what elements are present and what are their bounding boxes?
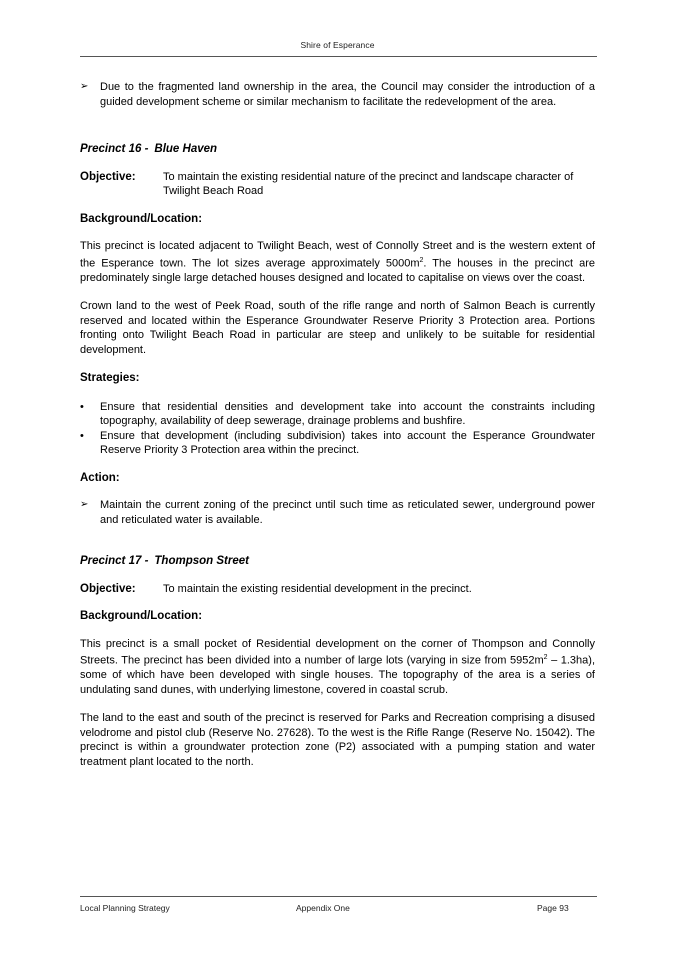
action-heading: Action: — [80, 471, 120, 484]
page-body — [80, 80, 595, 769]
background-heading: Background/Location: — [80, 212, 203, 225]
precinct-17-objective — [80, 582, 595, 597]
strategy-item — [80, 429, 595, 458]
precinct-16-objective — [80, 170, 595, 199]
precinct-17-number: Precinct 17 - — [80, 555, 149, 568]
footer-section: Appendix One — [296, 903, 350, 913]
objective-label: Objective: — [80, 170, 136, 183]
precinct-17-heading — [80, 554, 595, 569]
footer-document-title: Local Planning Strategy — [80, 903, 170, 913]
bullet-icon: • — [80, 400, 84, 413]
background-heading: Background/Location: — [80, 610, 203, 623]
strategies-heading: Strategies: — [80, 372, 140, 385]
background-paragraph-1: This precinct is a small pocket of Residential development on the corner of Thompson and Connolly Streets. The precinct has been divided into a number of large lots (varying in size from $5952m^2 - 1.3ha$), some of which have been developed with single houses. The topography of the area is a series of undulating sand dunes, with underlying limestone, covered in coastal scrub. — [80, 637, 596, 696]
objective-label: Objective: — [80, 582, 136, 595]
bullet-icon: • — [80, 429, 84, 442]
strategy-item — [80, 400, 595, 429]
strategy-text: Ensure that residential densities and development take into account the constraints including topography, availability of deep sewerage, drainage problems and bushfire. — [100, 400, 595, 428]
strategy-text: Ensure that development (including subdivision) takes into account the Esperance Groundwater Reserve Priority 3 Protection area within the precinct. — [100, 429, 595, 457]
background-paragraph-2: The land to the east and south of the precinct is reserved for Parks and Recreation comprising a disused velodrome and pistol club (Reserve No. 27628). To the west is the Rifle Range (Reserve No. 15042). The precinct is within a groundwater protection zone (P2) associated with a pumping station and water treatment plant located to the north. — [80, 712, 595, 768]
footer-page-number: Page 93 — [537, 903, 569, 913]
action-text: Maintain the current zoning of the precinct until such time as reticulated sewer, underground power and reticulated water is available. — [100, 499, 595, 526]
precinct-17-name: Thompson Street — [154, 555, 249, 568]
arrow-bullet-icon: ➢ — [80, 499, 89, 511]
objective-text: To maintain the existing residential development in the precinct. — [163, 582, 472, 595]
footer-divider — [80, 896, 597, 897]
background-paragraph-1: This precinct is located adjacent to Twilight Beach, west of Connolly Street and is the western extent of the Esperance town. The lot sizes average approximately $5000m^2$. The houses in the precinct are predominately single large detached houses designed and located to capitalise on views over the coast. — [80, 240, 596, 284]
background-paragraph-2: Crown land to the west of Peek Road, south of the rifle range and north of Salmon Beach is currently reserved and located within the Esperance Groundwater Reserve Priority 3 Protection area. Portions fronting onto Twilight Beach Road in particular are steep and unlikely to be suitable for residential development. — [80, 300, 595, 356]
header-divider — [80, 56, 597, 57]
arrow-bullet-icon: ➢ — [80, 81, 89, 92]
intro-action-item — [80, 80, 595, 109]
precinct-16-number: Precinct 16 - — [80, 143, 149, 155]
objective-text: To maintain the existing residential nature of the precinct and landscape character of Twilight Beach Road — [163, 170, 574, 197]
precinct-16-name: Blue Haven — [154, 143, 218, 155]
page-header: Shire of Esperance — [300, 40, 375, 50]
action-item — [80, 498, 595, 527]
precinct-16-heading — [80, 142, 595, 157]
intro-action-text: Due to the fragmented land ownership in the area, the Council may consider the introduction of a guided development scheme or similar mechanism to facilitate the redevelopment of the area. — [100, 81, 595, 108]
